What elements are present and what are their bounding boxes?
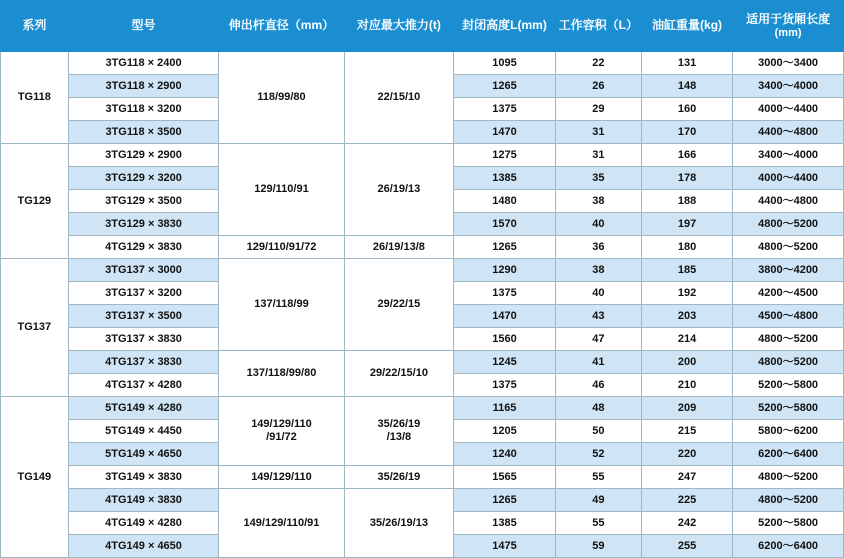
working-volume-cell: 38 (555, 259, 641, 282)
cargo-length-cell: 4500～4800 (733, 305, 844, 328)
working-volume-cell: 46 (555, 374, 641, 397)
series-cell: TG149 (1, 397, 69, 558)
column-header-label: 伸出杆直径（mm） (228, 18, 335, 33)
column-header-label: 封闭高度L(mm) (462, 18, 547, 33)
closed-height-cell: 1480 (454, 190, 556, 213)
rod-diameter-cell: 137/118/99/80 (219, 351, 344, 397)
model-cell: 4TG149 × 4650 (68, 535, 219, 558)
closed-height-cell: 1565 (454, 466, 556, 489)
working-volume-cell: 35 (555, 167, 641, 190)
closed-height-cell: 1165 (454, 397, 556, 420)
column-header-2 (219, 1, 344, 52)
working-volume-cell: 49 (555, 489, 641, 512)
closed-height-cell: 1475 (454, 535, 556, 558)
model-cell: 4TG129 × 3830 (68, 236, 219, 259)
table-row (1, 397, 844, 420)
working-volume-cell: 29 (555, 98, 641, 121)
working-volume-cell: 41 (555, 351, 641, 374)
column-header-label: 油缸重量(kg) (652, 18, 723, 33)
table-row (1, 144, 844, 167)
cargo-length-cell: 3400～4000 (733, 75, 844, 98)
working-volume-cell: 31 (555, 144, 641, 167)
cargo-length-cell: 4800～5200 (733, 351, 844, 374)
model-cell: 3TG129 × 3500 (68, 190, 219, 213)
cylinder-weight-cell: 170 (641, 121, 732, 144)
series-cell: TG118 (1, 52, 69, 144)
working-volume-cell: 36 (555, 236, 641, 259)
closed-height-cell: 1470 (454, 305, 556, 328)
cargo-length-cell: 5200～5800 (733, 374, 844, 397)
cylinder-weight-cell: 203 (641, 305, 732, 328)
closed-height-cell: 1375 (454, 282, 556, 305)
table-row (1, 489, 844, 512)
max-thrust-cell: 22/15/10 (344, 52, 454, 144)
working-volume-cell: 26 (555, 75, 641, 98)
closed-height-cell: 1095 (454, 52, 556, 75)
cargo-length-cell: 4000～4400 (733, 98, 844, 121)
model-cell: 5TG149 × 4650 (68, 443, 219, 466)
cylinder-weight-cell: 188 (641, 190, 732, 213)
closed-height-cell: 1240 (454, 443, 556, 466)
series-cell: TG137 (1, 259, 69, 397)
cargo-length-cell: 4000～4400 (733, 167, 844, 190)
model-cell: 3TG137 × 3200 (68, 282, 219, 305)
cylinder-weight-cell: 131 (641, 52, 732, 75)
model-cell: 3TG129 × 3200 (68, 167, 219, 190)
rod-diameter-cell: 149/129/110 /91/72 (219, 397, 344, 466)
table-header (1, 1, 844, 52)
model-cell: 3TG118 × 3200 (68, 98, 219, 121)
cylinder-weight-cell: 220 (641, 443, 732, 466)
model-cell: 3TG149 × 3830 (68, 466, 219, 489)
column-header-label: 型号 (131, 18, 156, 33)
cargo-length-cell: 5200～5800 (733, 397, 844, 420)
header-row (1, 1, 844, 52)
cylinder-weight-cell: 210 (641, 374, 732, 397)
working-volume-cell: 38 (555, 190, 641, 213)
model-cell: 3TG118 × 2400 (68, 52, 219, 75)
working-volume-cell: 55 (555, 466, 641, 489)
model-cell: 3TG137 × 3500 (68, 305, 219, 328)
closed-height-cell: 1570 (454, 213, 556, 236)
column-header-6 (641, 1, 732, 52)
column-header-sublabel: (mm) (774, 26, 802, 39)
closed-height-cell: 1205 (454, 420, 556, 443)
working-volume-cell: 31 (555, 121, 641, 144)
cylinder-weight-cell: 255 (641, 535, 732, 558)
cargo-length-cell: 5800～6200 (733, 420, 844, 443)
model-cell: 3TG129 × 2900 (68, 144, 219, 167)
closed-height-cell: 1385 (454, 512, 556, 535)
cargo-length-cell: 4800～5200 (733, 489, 844, 512)
working-volume-cell: 43 (555, 305, 641, 328)
max-thrust-cell: 26/19/13/8 (344, 236, 454, 259)
cargo-length-cell: 3400～4000 (733, 144, 844, 167)
column-header-label: 对应最大推力(t) (356, 18, 441, 33)
closed-height-cell: 1375 (454, 374, 556, 397)
model-cell: 3TG137 × 3830 (68, 328, 219, 351)
closed-height-cell: 1375 (454, 98, 556, 121)
cylinder-weight-cell: 209 (641, 397, 732, 420)
table-row (1, 466, 844, 489)
rod-diameter-cell: 149/129/110 (219, 466, 344, 489)
column-header-1 (68, 1, 219, 52)
model-cell: 5TG149 × 4280 (68, 397, 219, 420)
max-thrust-cell: 26/19/13 (344, 144, 454, 236)
closed-height-cell: 1290 (454, 259, 556, 282)
closed-height-cell: 1265 (454, 489, 556, 512)
table-row (1, 52, 844, 75)
model-cell: 4TG149 × 3830 (68, 489, 219, 512)
max-thrust-cell: 35/26/19/13 (344, 489, 454, 558)
cylinder-weight-cell: 178 (641, 167, 732, 190)
working-volume-cell: 47 (555, 328, 641, 351)
max-thrust-cell: 35/26/19 (344, 466, 454, 489)
series-cell: TG129 (1, 144, 69, 259)
cargo-length-cell: 4200～4500 (733, 282, 844, 305)
model-cell: 4TG149 × 4280 (68, 512, 219, 535)
table-body (1, 52, 844, 558)
cylinder-weight-cell: 200 (641, 351, 732, 374)
cylinder-weight-cell: 247 (641, 466, 732, 489)
cylinder-weight-cell: 225 (641, 489, 732, 512)
cylinder-weight-cell: 166 (641, 144, 732, 167)
column-header-5 (555, 1, 641, 52)
rod-diameter-cell: 118/99/80 (219, 52, 344, 144)
rod-diameter-cell: 137/118/99 (219, 259, 344, 351)
cargo-length-cell: 4800～5200 (733, 236, 844, 259)
cargo-length-cell: 3800～4200 (733, 259, 844, 282)
rod-diameter-cell: 129/110/91/72 (219, 236, 344, 259)
closed-height-cell: 1560 (454, 328, 556, 351)
table-row (1, 236, 844, 259)
cylinder-weight-cell: 148 (641, 75, 732, 98)
cylinder-weight-cell: 192 (641, 282, 732, 305)
cargo-length-cell: 4400～4800 (733, 190, 844, 213)
closed-height-cell: 1265 (454, 236, 556, 259)
max-thrust-cell: 29/22/15/10 (344, 351, 454, 397)
column-header-0 (1, 1, 69, 52)
working-volume-cell: 59 (555, 535, 641, 558)
cylinder-weight-cell: 180 (641, 236, 732, 259)
model-cell: 4TG137 × 3830 (68, 351, 219, 374)
cargo-length-cell: 6200～6400 (733, 443, 844, 466)
model-cell: 3TG137 × 3000 (68, 259, 219, 282)
working-volume-cell: 52 (555, 443, 641, 466)
column-header-label: 系列 (22, 18, 47, 33)
model-cell: 3TG129 × 3830 (68, 213, 219, 236)
column-header-label: 适用于货厢长度 (746, 11, 831, 26)
cylinder-weight-cell: 160 (641, 98, 732, 121)
cargo-length-cell: 4800～5200 (733, 328, 844, 351)
model-cell: 3TG118 × 3500 (68, 121, 219, 144)
model-cell: 5TG149 × 4450 (68, 420, 219, 443)
column-header-label: 工作容积（L） (558, 18, 638, 33)
table-row (1, 259, 844, 282)
column-header-3 (344, 1, 454, 52)
table-row (1, 351, 844, 374)
rod-diameter-cell: 149/129/110/91 (219, 489, 344, 558)
cylinder-weight-cell: 215 (641, 420, 732, 443)
cargo-length-cell: 6200～6400 (733, 535, 844, 558)
working-volume-cell: 40 (555, 213, 641, 236)
closed-height-cell: 1265 (454, 75, 556, 98)
cargo-length-cell: 4400～4800 (733, 121, 844, 144)
column-header-7 (733, 1, 844, 52)
working-volume-cell: 55 (555, 512, 641, 535)
rod-diameter-cell: 129/110/91 (219, 144, 344, 236)
model-cell: 3TG118 × 2900 (68, 75, 219, 98)
closed-height-cell: 1470 (454, 121, 556, 144)
cargo-length-cell: 5200～5800 (733, 512, 844, 535)
cargo-length-cell: 4800～5200 (733, 213, 844, 236)
working-volume-cell: 40 (555, 282, 641, 305)
closed-height-cell: 1245 (454, 351, 556, 374)
closed-height-cell: 1275 (454, 144, 556, 167)
cargo-length-cell: 4800～5200 (733, 466, 844, 489)
max-thrust-cell: 35/26/19 /13/8 (344, 397, 454, 466)
cargo-length-cell: 3000～3400 (733, 52, 844, 75)
column-header-4 (454, 1, 556, 52)
closed-height-cell: 1385 (454, 167, 556, 190)
cylinder-weight-cell: 214 (641, 328, 732, 351)
cylinder-weight-cell: 185 (641, 259, 732, 282)
max-thrust-cell: 29/22/15 (344, 259, 454, 351)
cylinder-weight-cell: 242 (641, 512, 732, 535)
cylinder-weight-cell: 197 (641, 213, 732, 236)
working-volume-cell: 50 (555, 420, 641, 443)
model-cell: 4TG137 × 4280 (68, 374, 219, 397)
working-volume-cell: 22 (555, 52, 641, 75)
working-volume-cell: 48 (555, 397, 641, 420)
